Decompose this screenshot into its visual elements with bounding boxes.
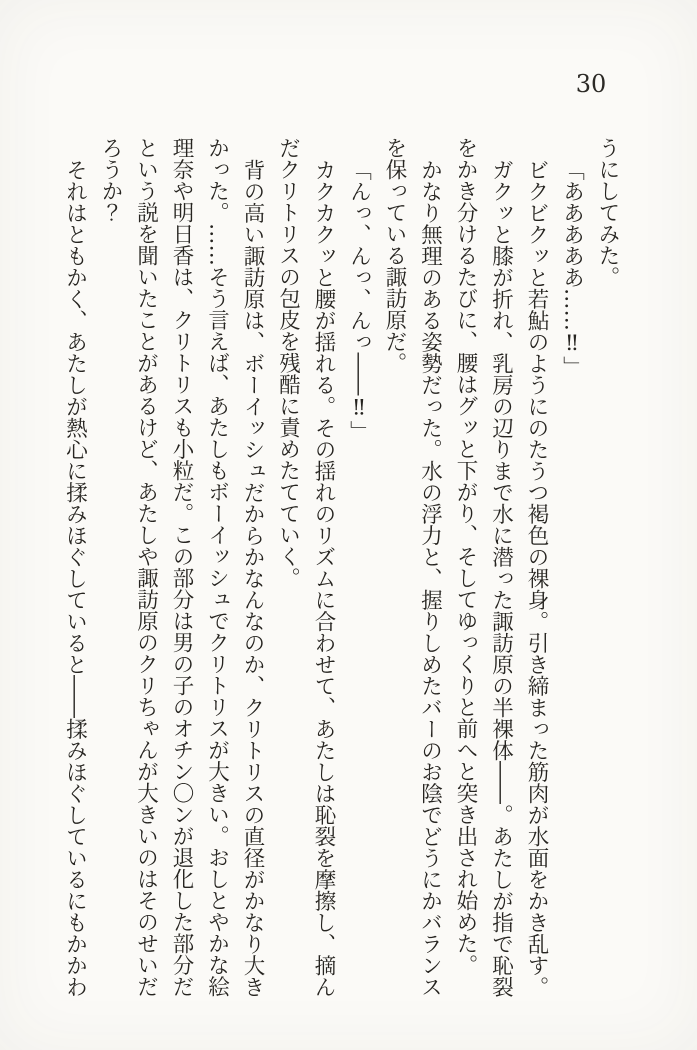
paragraph-dialogue: 「あああああ……‼」 [559,158,585,377]
paragraph: それはともかく、あたしが熱心に揉みほぐしていると――揉みほぐしているにもかかわ [62,158,88,997]
paragraph: ガクッと膝が折れ、乳房の辺りまで水に潜った諏訪原の半裸体――。あたしが指で恥裂をかき分けるたびに、腰はグッと下がり、そしてゆっくりと前へと突き出され始めた。 [453,137,514,997]
paragraph: カクカクッと腰が揺れる。その揺れのリズムに合わせて、あたしは恥裂を摩擦し、摘んだクリトリスの包皮を残酷に責めたてていく。 [275,137,336,997]
paragraph: ビクビクッと若鮎のようにのたうつ褐色の裸身。引き締まった筋肉が水面をかき乱す。 [524,158,549,997]
paragraph-dialogue: 「んっ、んっ、んっ――‼」 [346,158,372,442]
paragraph: 背の高い諏訪原は、ボーイッシュだからかなんなのか、クリトリスの直径がかなり大きかった。……そう言えば、あたしもボーイッシュでクリトリスが大きい。おしとやかな絵理奈や明日香は、クリトリスも小粒だ。この部分は男の子のオチン〇ンが退化した部分だという説を聞いたことがあるけど、あたしや諏訪原のクリちゃんが大きいのはそのせいだろうか？ [98,137,265,997]
page-number: 30 [575,70,607,98]
body-text [57,137,625,1003]
paragraph: かなり無理のある姿勢だった。水の浮力と、握りしめたバーのお陰でどうにかバランスを保っている諏訪原だ。 [382,137,443,997]
paragraph-continuation: うにしてみた。 [595,137,620,288]
